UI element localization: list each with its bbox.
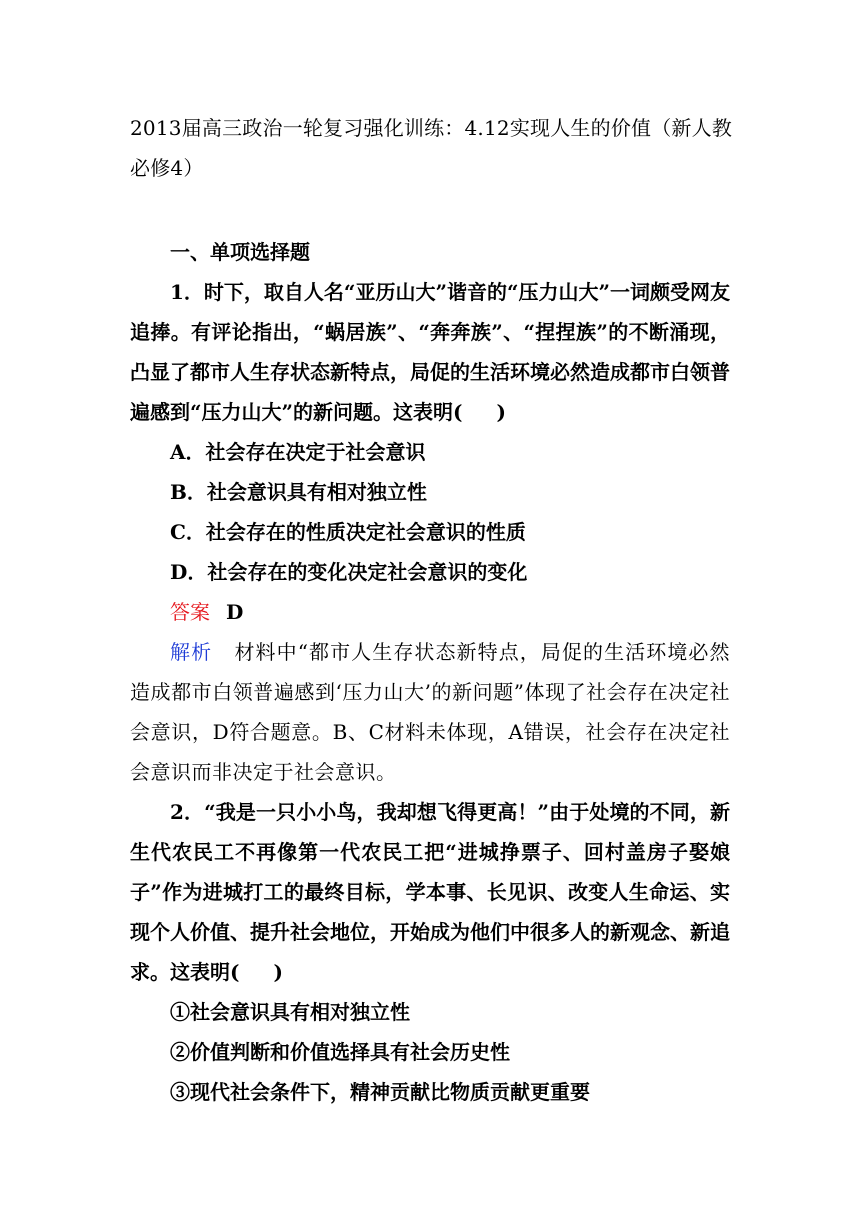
question-1-answer: [130, 592, 730, 632]
question-1-text: 时下，取自人名“亚历山大”谐音的“压力山大”一词颇受网友追捧。有评论指出，“蜗居族”、“奔奔族”、“捏捏族”的不断涌现，凸显了都市人生存状态新特点，局促的生活环境必然造成都市白领普遍感到“压力山大”的新问题。这表明(: [130, 280, 730, 424]
question-1-analysis: [130, 632, 730, 792]
analysis-label: 解析: [170, 640, 213, 664]
question-1-option-c: C．社会存在的性质决定社会意识的性质: [170, 520, 526, 544]
question-1-number: 1．: [170, 280, 204, 304]
question-2-number: 2．: [170, 800, 205, 824]
document-body: [130, 232, 730, 1112]
document-title: 2013届高三政治一轮复习强化训练：4.12实现人生的价值（新人教必修4）: [130, 116, 733, 180]
question-2-close: ): [273, 960, 283, 984]
question-2-text: “我是一只小小鸟，我却想飞得更高！”由于处境的不同，新生代农民工不再像第一代农民工把“进城挣票子、回村盖房子娶娘子”作为进城打工的最终目标，学本事、长见识、改变人生命运、实现个人价值、提升社会地位，开始成为他们中很多人的新观念、新追求。这表明(: [130, 800, 730, 984]
analysis-text: 材料中“都市人生存状态新特点，局促的生活环境必然造成都市白领普遍感到‘压力山大’的新问题”体现了社会存在决定社会意识，D符合题意。B、C材料未体现，A错误，社会存在决定社会意识而非决定于社会意识。: [130, 640, 730, 784]
question-1-stem: [130, 272, 730, 432]
question-2-stem: [130, 792, 730, 992]
question-1-close: ): [496, 400, 506, 424]
answer-label: 答案: [170, 600, 210, 624]
question-1-option-b: B．社会意识具有相对独立性: [170, 480, 427, 504]
question-1-option-a: A．社会存在决定于社会意识: [170, 440, 426, 464]
question-2-item-2: ②价值判断和价值选择具有社会历史性: [170, 1040, 510, 1064]
question-2-item-1: ①社会意识具有相对独立性: [170, 1000, 410, 1024]
answer-value: D: [226, 600, 244, 624]
section-heading: 一、单项选择题: [170, 240, 310, 264]
question-2-item-3: ③现代社会条件下，精神贡献比物质贡献更重要: [170, 1080, 590, 1104]
question-1-option-d: D．社会存在的变化决定社会意识的变化: [170, 560, 528, 584]
